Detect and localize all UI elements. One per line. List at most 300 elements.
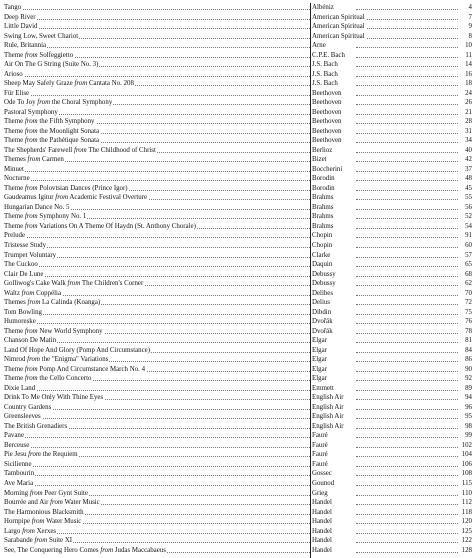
entry-page-number: 110 bbox=[461, 489, 472, 497]
toc-entry bbox=[0, 60, 474, 69]
dot-leader bbox=[356, 504, 458, 505]
entry-page-number: 42 bbox=[465, 156, 472, 164]
entry-page-number: 89 bbox=[465, 384, 472, 392]
dot-leader bbox=[4, 266, 310, 267]
entry-title: Theme from Pomp And Circumstance March No. 4 bbox=[4, 365, 146, 373]
entry-page-number: 90 bbox=[465, 365, 472, 373]
toc-entry bbox=[0, 241, 474, 250]
toc-entry bbox=[0, 527, 474, 536]
dot-leader bbox=[4, 314, 310, 315]
dot-leader bbox=[356, 95, 458, 96]
dot-leader bbox=[356, 28, 458, 29]
dot-leader bbox=[356, 533, 458, 534]
entry-composer: Beethoven bbox=[312, 108, 342, 116]
entry-composer: English Air bbox=[312, 422, 344, 430]
dot-leader bbox=[356, 237, 458, 238]
entry-title: Sarabande from Suite XI bbox=[4, 537, 73, 545]
entry-title: See, The Conquering Hero Comes from Judas Maccabaeus bbox=[4, 546, 166, 554]
entry-title: Theme from Polovtsian Dances (Prince Igor) bbox=[4, 184, 128, 192]
entry-composer: Arne bbox=[312, 42, 326, 50]
entry-composer: Debussy bbox=[312, 280, 336, 288]
entry-composer: English Air bbox=[312, 413, 344, 421]
entry-page-number: 76 bbox=[465, 318, 472, 326]
dot-leader bbox=[4, 19, 310, 20]
toc-entry bbox=[0, 393, 474, 402]
dot-leader bbox=[4, 276, 310, 277]
entry-title: Greensleeves bbox=[4, 413, 41, 421]
entry-page-number: 28 bbox=[465, 118, 472, 126]
entry-title: The Harmonious Blacksmith bbox=[4, 508, 84, 516]
dot-leader bbox=[4, 418, 310, 419]
entry-page-number: 120 bbox=[461, 518, 472, 526]
toc-entry bbox=[0, 412, 474, 421]
entry-composer: Bizet bbox=[312, 156, 327, 164]
entry-title: Pastoral Symphony bbox=[4, 108, 58, 116]
entry-composer: Albéniz bbox=[312, 4, 334, 11]
dot-leader bbox=[356, 76, 458, 77]
toc-entry bbox=[0, 498, 474, 507]
toc-entry bbox=[0, 98, 474, 107]
entry-composer: Handel bbox=[312, 518, 332, 526]
toc-entry bbox=[0, 431, 474, 440]
toc-entry bbox=[0, 146, 474, 155]
entry-composer: Clarke bbox=[312, 251, 331, 259]
entry-page-number: 4 bbox=[468, 4, 472, 11]
toc-entry bbox=[0, 308, 474, 317]
dot-leader bbox=[356, 142, 458, 143]
entry-page-number: 115 bbox=[461, 480, 472, 487]
entry-page-number: 98 bbox=[465, 422, 472, 430]
entry-composer: J.S. Bach bbox=[312, 70, 338, 78]
dot-leader bbox=[356, 276, 458, 277]
entry-title: Chanson De Matin bbox=[4, 337, 57, 345]
toc-entry bbox=[0, 89, 474, 98]
entry-title: Themes from Carmen bbox=[4, 156, 64, 164]
entry-composer: Dvořák bbox=[312, 318, 333, 326]
toc-entry bbox=[0, 536, 474, 545]
dot-leader bbox=[356, 304, 458, 305]
toc-entry bbox=[0, 136, 474, 145]
entry-composer: Borodin bbox=[312, 175, 335, 183]
entry-title: Themes from La Calinda (Koanga) bbox=[4, 299, 101, 307]
dot-leader bbox=[356, 390, 458, 391]
dot-leader bbox=[4, 76, 310, 77]
dot-leader bbox=[356, 380, 458, 381]
entry-title: Theme from the Fifth Symphony bbox=[4, 118, 95, 126]
entry-title: Humoreske bbox=[4, 318, 36, 326]
entry-page-number: 31 bbox=[465, 127, 472, 135]
dot-leader bbox=[356, 352, 458, 353]
dot-leader bbox=[4, 447, 310, 448]
entry-title: The British Grenadiers bbox=[4, 422, 68, 430]
entry-title: Trumpet Voluntary bbox=[4, 251, 57, 259]
toc-entry bbox=[0, 450, 474, 459]
toc-entry bbox=[0, 289, 474, 298]
entry-page-number: 68 bbox=[465, 270, 472, 278]
entry-title: Morning from Peer Gynt Suite bbox=[4, 489, 88, 497]
entry-title: Hornpipe from Water Music bbox=[4, 518, 82, 526]
dot-leader bbox=[356, 161, 458, 162]
entry-page-number: 106 bbox=[461, 460, 472, 468]
dot-leader bbox=[356, 456, 458, 457]
dot-leader bbox=[356, 114, 458, 115]
entry-composer: Fauré bbox=[312, 460, 328, 468]
toc-entry bbox=[0, 374, 474, 383]
dot-leader bbox=[4, 475, 310, 476]
entry-composer: Emmett bbox=[312, 384, 334, 392]
toc-entry bbox=[0, 460, 474, 469]
entry-page-number: 10 bbox=[465, 42, 472, 50]
dot-leader bbox=[356, 371, 458, 372]
entry-page-number: 108 bbox=[461, 470, 472, 478]
toc-entry bbox=[0, 212, 474, 221]
dot-leader bbox=[356, 466, 458, 467]
toc-entry bbox=[0, 3, 474, 12]
entry-title: Ave Maria bbox=[4, 480, 34, 487]
toc-entry bbox=[0, 222, 474, 231]
entry-composer: Fauré bbox=[312, 441, 328, 449]
entry-title: The Cuckoo bbox=[4, 261, 38, 269]
dot-leader bbox=[356, 171, 458, 172]
dot-leader bbox=[356, 257, 458, 258]
entry-page-number: 122 bbox=[461, 537, 472, 545]
entry-composer: Debussy bbox=[312, 270, 336, 278]
toc-entry bbox=[0, 469, 474, 478]
entry-title: Bourrée and Air from Water Music bbox=[4, 499, 100, 507]
dot-leader bbox=[356, 9, 458, 10]
toc-entry bbox=[0, 489, 474, 498]
dot-leader bbox=[356, 228, 458, 229]
toc-entry bbox=[0, 403, 474, 412]
entry-page-number: 128 bbox=[461, 546, 472, 554]
entry-composer: Beethoven bbox=[312, 137, 342, 145]
entry-page-number: 16 bbox=[465, 70, 472, 78]
dot-leader bbox=[356, 323, 458, 324]
entry-page-number: 112 bbox=[461, 499, 472, 507]
dot-leader bbox=[356, 152, 458, 153]
entry-title: Pavane bbox=[4, 432, 24, 440]
entry-composer: Brahms bbox=[312, 213, 334, 221]
entry-page-number: 57 bbox=[465, 251, 472, 259]
entry-composer: Handel bbox=[312, 499, 332, 507]
dot-leader bbox=[356, 57, 458, 58]
entry-page-number: 45 bbox=[465, 184, 472, 192]
dot-leader bbox=[356, 523, 458, 524]
entry-title: Sicilienne bbox=[4, 460, 32, 468]
toc-entry bbox=[0, 260, 474, 269]
dot-leader bbox=[356, 437, 458, 438]
dot-leader bbox=[4, 437, 310, 438]
entry-title: The Shepherds' Farewell from The Childhood of Christ bbox=[4, 146, 156, 154]
dot-leader bbox=[356, 266, 458, 267]
entry-page-number: 48 bbox=[465, 175, 472, 183]
entry-title: Theme from Solfeggietto bbox=[4, 51, 74, 59]
entry-title: Theme from Variations On A Theme Of Haydn (St. Anthony Chorale) bbox=[4, 222, 196, 230]
toc-entry bbox=[0, 279, 474, 288]
entry-title: Arioso bbox=[4, 70, 23, 78]
entry-page-number: 26 bbox=[465, 99, 472, 107]
dot-leader bbox=[356, 218, 458, 219]
entry-composer: Handel bbox=[312, 527, 332, 535]
entry-page-number: 84 bbox=[465, 346, 472, 354]
entry-page-number: 65 bbox=[465, 261, 472, 269]
entry-title: Dixie Land bbox=[4, 384, 36, 392]
entry-title: Drink To Me Only With Thine Eyes bbox=[4, 394, 104, 402]
dot-leader bbox=[356, 104, 458, 105]
toc-entry bbox=[0, 355, 474, 364]
entry-title: Theme from Symphony No. 1 bbox=[4, 213, 87, 221]
toc-entry bbox=[0, 127, 474, 136]
toc-entry bbox=[0, 70, 474, 79]
toc-entry bbox=[0, 108, 474, 117]
toc-entry bbox=[0, 165, 474, 174]
entry-composer: Berlioz bbox=[312, 146, 333, 154]
entry-title: Gaudeamus Igitur from Academic Festival Overture bbox=[4, 194, 148, 202]
entry-page-number: 118 bbox=[461, 508, 472, 516]
dot-leader bbox=[356, 38, 458, 39]
toc-entry bbox=[0, 13, 474, 22]
dot-leader bbox=[356, 285, 458, 286]
entry-title: Theme from the Pathétique Sonata bbox=[4, 137, 100, 145]
entry-title: Waltz from Coppélia bbox=[4, 289, 62, 297]
entry-page-number: 125 bbox=[461, 527, 472, 535]
dot-leader bbox=[356, 247, 458, 248]
toc-entry bbox=[0, 174, 474, 183]
entry-title: Prelude bbox=[4, 232, 26, 240]
dot-leader bbox=[356, 409, 458, 410]
dot-leader bbox=[356, 361, 458, 362]
dot-leader bbox=[356, 19, 458, 20]
entry-composer: English Air bbox=[312, 394, 344, 402]
toc-entry bbox=[0, 32, 474, 41]
dot-leader bbox=[356, 47, 458, 48]
entry-title: Clair De Lune bbox=[4, 270, 44, 278]
entry-title: Golliwog's Cake Walk from The Children's Corner bbox=[4, 280, 144, 288]
entry-composer: C.P.E. Bach bbox=[312, 51, 345, 59]
entry-composer: Elgar bbox=[312, 365, 327, 373]
toc-entry bbox=[0, 193, 474, 202]
entry-composer: Dibdin bbox=[312, 308, 332, 316]
toc-entry bbox=[0, 317, 474, 326]
toc-entry bbox=[0, 184, 474, 193]
entry-title: Ode To Joy from the Choral Symphony bbox=[4, 99, 113, 107]
entry-title: Largo from Xerxes bbox=[4, 527, 57, 535]
entry-title: Theme from the Cello Concerto bbox=[4, 375, 92, 383]
entry-title: Tango bbox=[4, 4, 22, 11]
toc-entry bbox=[0, 336, 474, 345]
toc-entry bbox=[0, 298, 474, 307]
dot-leader bbox=[356, 399, 458, 400]
entry-composer: Beethoven bbox=[312, 118, 342, 126]
entry-composer: Elgar bbox=[312, 337, 327, 345]
toc-entry bbox=[0, 41, 474, 50]
entry-page-number: 91 bbox=[465, 232, 472, 240]
entry-title: Nimrod from the "Enigma" Variations bbox=[4, 356, 109, 364]
dot-leader bbox=[4, 28, 310, 29]
entry-title: Pie Jesu from the Requiem bbox=[4, 451, 78, 459]
dot-leader bbox=[4, 180, 310, 181]
entry-composer: Elgar bbox=[312, 356, 327, 364]
toc-entry bbox=[0, 346, 474, 355]
entry-page-number: 104 bbox=[461, 451, 472, 459]
toc-entry bbox=[0, 422, 474, 431]
entry-composer: Handel bbox=[312, 508, 332, 516]
toc-entry bbox=[0, 251, 474, 260]
dot-leader bbox=[356, 514, 458, 515]
dot-leader bbox=[356, 475, 458, 476]
entry-page-number: 7 bbox=[468, 13, 472, 21]
entry-composer: Gossec bbox=[312, 470, 332, 478]
toc-entry bbox=[0, 22, 474, 31]
entry-page-number: 78 bbox=[465, 327, 472, 335]
entry-composer: English Air bbox=[312, 403, 344, 411]
dot-leader bbox=[356, 66, 458, 67]
entry-page-number: 55 bbox=[465, 194, 472, 202]
entry-composer: Handel bbox=[312, 537, 332, 545]
dot-leader bbox=[4, 485, 310, 486]
dot-leader bbox=[356, 133, 458, 134]
entry-composer: Delius bbox=[312, 299, 330, 307]
entry-composer: Borodin bbox=[312, 184, 335, 192]
dot-leader bbox=[356, 447, 458, 448]
dot-leader bbox=[4, 9, 310, 10]
entry-composer: Delibes bbox=[312, 289, 334, 297]
entry-title: Berceuse bbox=[4, 441, 30, 449]
entry-composer: J.S. Bach bbox=[312, 80, 338, 88]
entry-composer: Beethoven bbox=[312, 127, 342, 135]
entry-title: Theme from the Moonlight Sonata bbox=[4, 127, 100, 135]
entry-page-number: 95 bbox=[465, 413, 472, 421]
dot-leader bbox=[356, 333, 458, 334]
entry-page-number: 40 bbox=[465, 146, 472, 154]
entry-page-number: 60 bbox=[465, 242, 472, 249]
entry-page-number: 102 bbox=[461, 441, 472, 449]
entry-composer: Brahms bbox=[312, 222, 334, 230]
entry-composer: Beethoven bbox=[312, 99, 342, 107]
entry-title: Nocturne bbox=[4, 175, 30, 183]
entry-page-number: 9 bbox=[468, 23, 472, 31]
dot-leader bbox=[4, 95, 310, 96]
dot-leader bbox=[356, 428, 458, 429]
entry-composer: American Spiritual bbox=[312, 32, 365, 40]
entry-composer: Boccherini bbox=[312, 165, 343, 173]
entry-composer: Brahms bbox=[312, 203, 334, 211]
entry-title: Air On The G String (Suite No. 3) bbox=[4, 61, 99, 69]
entry-title: Swing Low, Sweet Chariot bbox=[4, 32, 79, 40]
entry-composer: Chopin bbox=[312, 242, 333, 249]
toc-entry bbox=[0, 546, 474, 555]
toc-entry bbox=[0, 203, 474, 212]
toc-entry bbox=[0, 231, 474, 240]
dot-leader bbox=[356, 190, 458, 191]
dot-leader bbox=[356, 85, 458, 86]
toc-entry bbox=[0, 270, 474, 279]
entry-page-number: 96 bbox=[465, 403, 472, 411]
entry-title: Für Elise bbox=[4, 89, 30, 97]
entry-page-number: 34 bbox=[465, 137, 472, 145]
entry-composer: Fauré bbox=[312, 432, 328, 440]
dot-leader bbox=[356, 342, 458, 343]
entry-composer: Handel bbox=[312, 546, 332, 554]
toc-entry bbox=[0, 51, 474, 60]
dot-leader bbox=[356, 123, 458, 124]
entry-page-number: 24 bbox=[465, 89, 472, 97]
entry-composer: Brahms bbox=[312, 194, 334, 202]
toc-entry bbox=[0, 479, 474, 488]
dot-leader bbox=[4, 466, 310, 467]
entry-page-number: 99 bbox=[465, 432, 472, 440]
entry-page-number: 92 bbox=[465, 375, 472, 383]
entry-title: Country Gardens bbox=[4, 403, 52, 411]
dot-leader bbox=[356, 314, 458, 315]
dot-leader bbox=[4, 390, 310, 391]
dot-leader bbox=[356, 418, 458, 419]
entry-composer: Elgar bbox=[312, 375, 327, 383]
entry-composer: Beethoven bbox=[312, 89, 342, 97]
entry-composer: Gounod bbox=[312, 480, 335, 487]
toc-entry bbox=[0, 508, 474, 517]
entry-composer: Grieg bbox=[312, 489, 328, 497]
dot-leader bbox=[356, 199, 458, 200]
dot-leader bbox=[4, 323, 310, 324]
entry-title: Tambourin bbox=[4, 470, 35, 478]
dot-leader bbox=[356, 542, 458, 543]
toc-entry bbox=[0, 117, 474, 126]
dot-leader bbox=[356, 552, 458, 553]
entry-page-number: 21 bbox=[465, 108, 472, 116]
entry-page-number: 72 bbox=[465, 299, 472, 307]
dot-leader bbox=[4, 247, 310, 248]
entry-title: Theme from New World Symphony bbox=[4, 327, 103, 335]
toc-entry bbox=[0, 517, 474, 526]
entry-title: Tom Bowling bbox=[4, 308, 42, 316]
entry-title: Deep River bbox=[4, 13, 36, 21]
entry-composer: American Spiritual bbox=[312, 23, 365, 31]
entry-composer: J.S. Bach bbox=[312, 61, 338, 69]
dot-leader bbox=[356, 485, 458, 486]
entry-page-number: 56 bbox=[465, 203, 472, 211]
entry-page-number: 81 bbox=[465, 337, 472, 345]
entry-composer: Dvořák bbox=[312, 327, 333, 335]
dot-leader bbox=[356, 295, 458, 296]
entry-page-number: 62 bbox=[465, 280, 472, 288]
toc-entry bbox=[0, 79, 474, 88]
entry-composer: Fauré bbox=[312, 451, 328, 459]
dot-leader bbox=[4, 47, 310, 48]
entry-composer: Elgar bbox=[312, 346, 327, 354]
entry-title: Sheep May Safely Graze from Cantata No. 208 bbox=[4, 80, 134, 88]
entry-page-number: 8 bbox=[468, 32, 472, 40]
toc-entry bbox=[0, 384, 474, 393]
dot-leader bbox=[356, 209, 458, 210]
entry-page-number: 86 bbox=[465, 356, 472, 364]
dot-leader bbox=[356, 495, 458, 496]
entry-page-number: 37 bbox=[465, 165, 472, 173]
entry-composer: American Spiritual bbox=[312, 13, 365, 21]
dot-leader bbox=[4, 171, 310, 172]
toc-entry bbox=[0, 365, 474, 374]
entry-page-number: 14 bbox=[465, 61, 472, 69]
entry-page-number: 52 bbox=[465, 213, 472, 221]
toc-entry bbox=[0, 327, 474, 336]
entry-page-number: 75 bbox=[465, 308, 472, 316]
entry-page-number: 94 bbox=[465, 394, 472, 402]
dot-leader bbox=[4, 237, 310, 238]
entry-page-number: 11 bbox=[465, 51, 472, 59]
entry-composer: Daquin bbox=[312, 261, 333, 269]
entry-page-number: 18 bbox=[465, 80, 472, 88]
entry-title: Minuet bbox=[4, 165, 24, 173]
